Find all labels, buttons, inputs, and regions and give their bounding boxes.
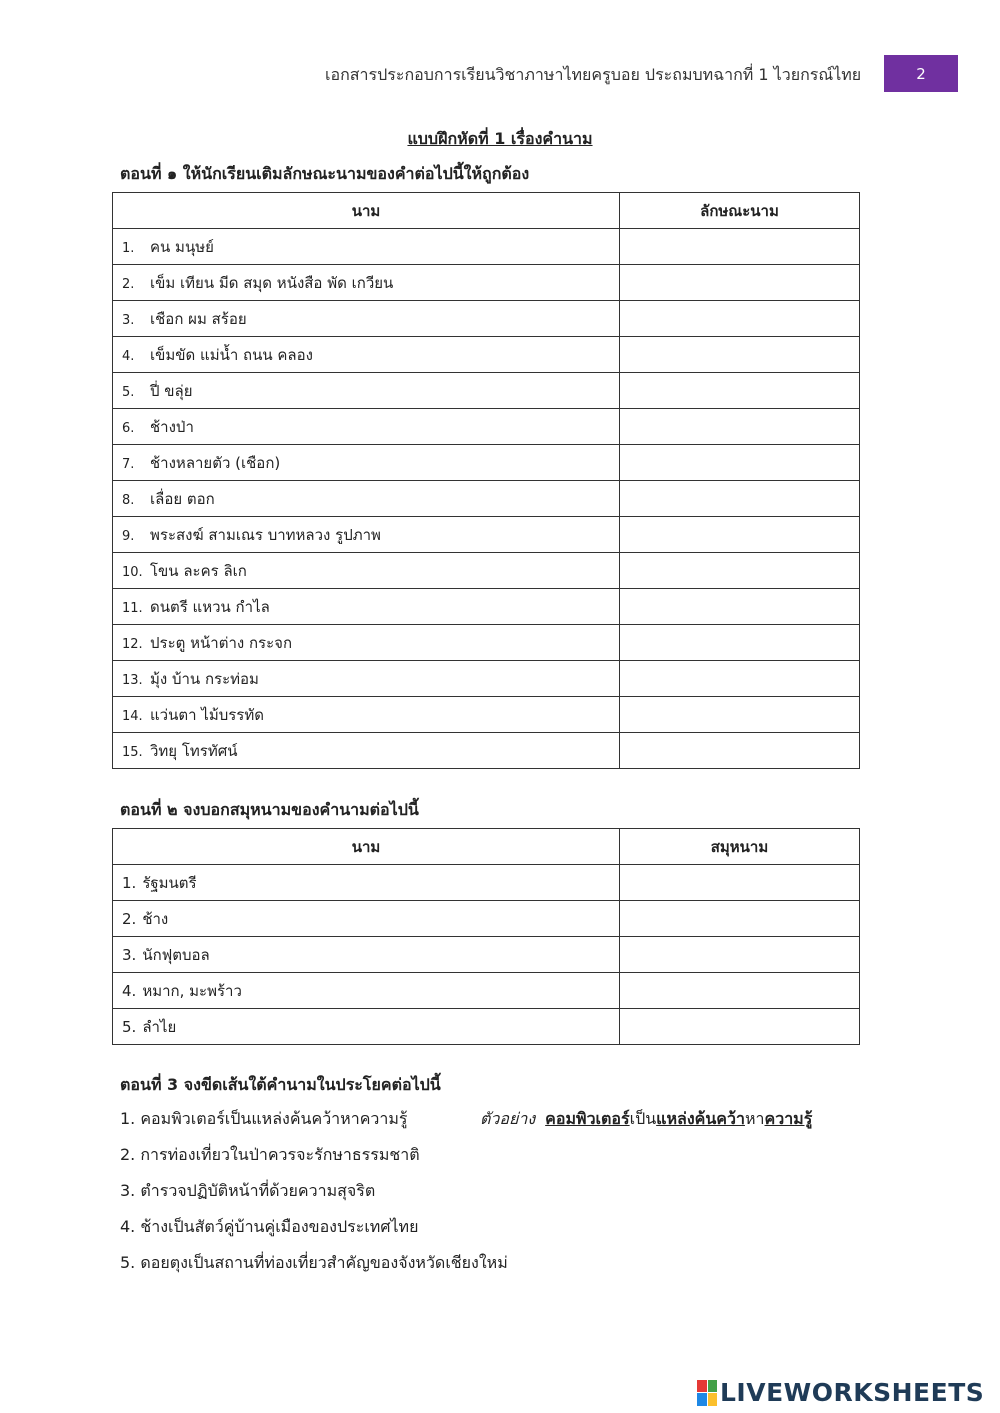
classifier-table [112, 192, 860, 769]
row-number: 11. [122, 600, 143, 616]
table-row [113, 865, 860, 901]
example-sentence [480, 1105, 812, 1133]
sentence-text: 4. ช้างเป็นสัตว์คู่บ้านคู่เมืองของประเทศไทย [120, 1217, 419, 1236]
classifier-column-header: ลักษณะนาม [620, 193, 860, 229]
noun-column-header: นาม [113, 829, 620, 865]
noun-text: หมาก, มะพร้าว [142, 981, 242, 1000]
noun-text: ลำไย [142, 1017, 177, 1036]
part3-heading: ตอนที่ 3 จงขีดเส้นใต้คำนามในประโยคต่อไปนี้ [120, 1075, 441, 1094]
answer-cell[interactable] [620, 901, 860, 937]
noun-text: ปี่ ขลุ่ย [150, 381, 193, 400]
sentence-item [120, 1249, 508, 1285]
row-number: 1. [122, 873, 137, 892]
row-number: 3. [122, 945, 137, 964]
sentence-item [120, 1141, 508, 1177]
answer-cell[interactable] [620, 265, 860, 301]
answer-cell[interactable] [620, 973, 860, 1009]
row-number: 10. [122, 564, 143, 580]
noun-cell [113, 901, 620, 937]
row-number: 12. [122, 636, 143, 652]
noun-cell [113, 553, 620, 589]
answer-cell[interactable] [620, 1009, 860, 1045]
table-row [113, 337, 860, 373]
answer-cell[interactable] [620, 697, 860, 733]
row-number: 4. [122, 981, 137, 1000]
noun-text: เชือก ผม สร้อย [150, 309, 247, 328]
table-row [113, 373, 860, 409]
answer-cell[interactable] [620, 445, 860, 481]
exercise-title: แบบฝึกหัดที่ 1 เรื่องคำนาม [407, 129, 593, 148]
logo-text: LIVEWORKSHEETS [720, 1378, 985, 1407]
noun-text: คน มนุษย์ [150, 237, 214, 256]
sentence-item [120, 1105, 813, 1141]
noun-text: ประตู หน้าต่าง กระจก [150, 633, 293, 652]
row-number: 14. [122, 708, 143, 724]
noun-cell [113, 661, 620, 697]
noun-text: ช้างหลายตัว (เชือก) [150, 453, 281, 472]
sentence-text: 5. ดอยตุงเป็นสถานที่ท่องเที่ยวสำคัญของจังหวัดเชียงใหม่ [120, 1253, 508, 1272]
table-row [113, 661, 860, 697]
table-row [113, 625, 860, 661]
part2-heading: ตอนที่ ๒ จงบอกสมุหนามของคำนามต่อไปนี้ [120, 800, 419, 819]
answer-cell[interactable] [620, 589, 860, 625]
example-label: ตัวอย่าง [480, 1109, 536, 1128]
noun-cell [113, 373, 620, 409]
answer-cell[interactable] [620, 625, 860, 661]
noun-cell [113, 625, 620, 661]
noun-text: มุ้ง บ้าน กระท่อม [150, 669, 259, 688]
noun-text: เลื่อย ตอก [150, 489, 215, 508]
noun-cell [113, 937, 620, 973]
example-underlined-word: ความรู้ [764, 1109, 813, 1128]
example-text: หา [744, 1109, 765, 1128]
noun-cell [113, 337, 620, 373]
noun-cell [113, 445, 620, 481]
noun-cell [113, 265, 620, 301]
row-number: 15. [122, 744, 143, 760]
answer-cell[interactable] [620, 553, 860, 589]
noun-text: ดนตรี แหวน กำไล [150, 597, 270, 616]
table-row [113, 445, 860, 481]
row-number: 13. [122, 672, 143, 688]
liveworksheets-logo [697, 1378, 984, 1407]
answer-cell[interactable] [620, 661, 860, 697]
table-row [113, 901, 860, 937]
answer-cell[interactable] [620, 517, 860, 553]
noun-text: นักฟุตบอล [142, 945, 210, 964]
noun-cell [113, 865, 620, 901]
collective-noun-column-header: สมุหนาม [620, 829, 860, 865]
page-number-badge: 2 [884, 55, 958, 92]
row-number: 2. [122, 276, 135, 292]
noun-text: เข็ม เทียน มีด สมุด หนังสือ พัด เกวียน [150, 273, 394, 292]
noun-text: แว่นตา ไม้บรรทัด [150, 705, 264, 724]
part1-heading: ตอนที่ ๑ ให้นักเรียนเติมลักษณะนามของคำต่อไปนี้ให้ถูกต้อง [120, 164, 530, 183]
noun-cell [113, 229, 620, 265]
answer-cell[interactable] [620, 733, 860, 769]
sentence-list [120, 1105, 813, 1285]
noun-cell [113, 301, 620, 337]
row-number: 6. [122, 420, 135, 436]
noun-cell [113, 697, 620, 733]
row-number: 9. [122, 528, 135, 544]
noun-cell [113, 517, 620, 553]
table-row [113, 517, 860, 553]
row-number: 1. [122, 240, 135, 256]
answer-cell[interactable] [620, 937, 860, 973]
table-row [113, 229, 860, 265]
row-number: 3. [122, 312, 135, 328]
row-number: 5. [122, 1017, 137, 1036]
table-row [113, 733, 860, 769]
answer-cell[interactable] [620, 481, 860, 517]
table-row [113, 409, 860, 445]
answer-cell[interactable] [620, 865, 860, 901]
noun-text: รัฐมนตรี [142, 873, 197, 892]
row-number: 7. [122, 456, 135, 472]
answer-cell[interactable] [620, 373, 860, 409]
sentence-text: 3. ตำรวจปฏิบัติหน้าที่ด้วยความสุจริต [120, 1181, 376, 1200]
noun-text: โขน ละคร ลิเก [150, 561, 247, 580]
table-row [113, 697, 860, 733]
table-row [113, 1009, 860, 1045]
sentence-item [120, 1177, 508, 1213]
noun-cell [113, 973, 620, 1009]
collective-noun-table [112, 828, 860, 1045]
sentence-item [120, 1213, 508, 1249]
noun-cell [113, 481, 620, 517]
noun-text: ช้างป่า [150, 417, 194, 436]
row-number: 8. [122, 492, 135, 508]
table-row [113, 937, 860, 973]
answer-cell[interactable] [620, 229, 860, 265]
logo-icon [697, 1380, 717, 1406]
table-row [113, 265, 860, 301]
noun-column-header: นาม [113, 193, 620, 229]
noun-text: วิทยุ โทรทัศน์ [150, 741, 238, 760]
noun-cell [113, 409, 620, 445]
table-row [113, 553, 860, 589]
noun-cell [113, 733, 620, 769]
sentence-text: 1. คอมพิวเตอร์เป็นแหล่งค้นคว้าหาความรู้ [120, 1109, 408, 1128]
noun-cell [113, 589, 620, 625]
table-row [113, 973, 860, 1009]
document-header: เอกสารประกอบการเรียนวิชาภาษาไทยครูบอย ประถมบทฉากที่ 1 ไวยกรณ์ไทย [325, 65, 862, 84]
answer-cell[interactable] [620, 301, 860, 337]
noun-cell [113, 1009, 620, 1045]
table-row [113, 301, 860, 337]
example-underlined-word: แหล่งค้นคว้า [656, 1109, 745, 1128]
noun-text: เข็มขัด แม่น้ำ ถนน คลอง [150, 345, 313, 364]
row-number: 2. [122, 909, 137, 928]
noun-text: ช้าง [142, 909, 169, 928]
example-text: เป็น [629, 1109, 657, 1128]
example-underlined-word: คอมพิวเตอร์ [545, 1109, 630, 1128]
table-row [113, 589, 860, 625]
answer-cell[interactable] [620, 409, 860, 445]
table-row [113, 481, 860, 517]
sentence-text: 2. การท่องเที่ยวในป่าควรจะรักษาธรรมชาติ [120, 1145, 420, 1164]
row-number: 4. [122, 348, 135, 364]
answer-cell[interactable] [620, 337, 860, 373]
noun-text: พระสงฆ์ สามเณร บาทหลวง รูปภาพ [150, 525, 381, 544]
row-number: 5. [122, 384, 135, 400]
